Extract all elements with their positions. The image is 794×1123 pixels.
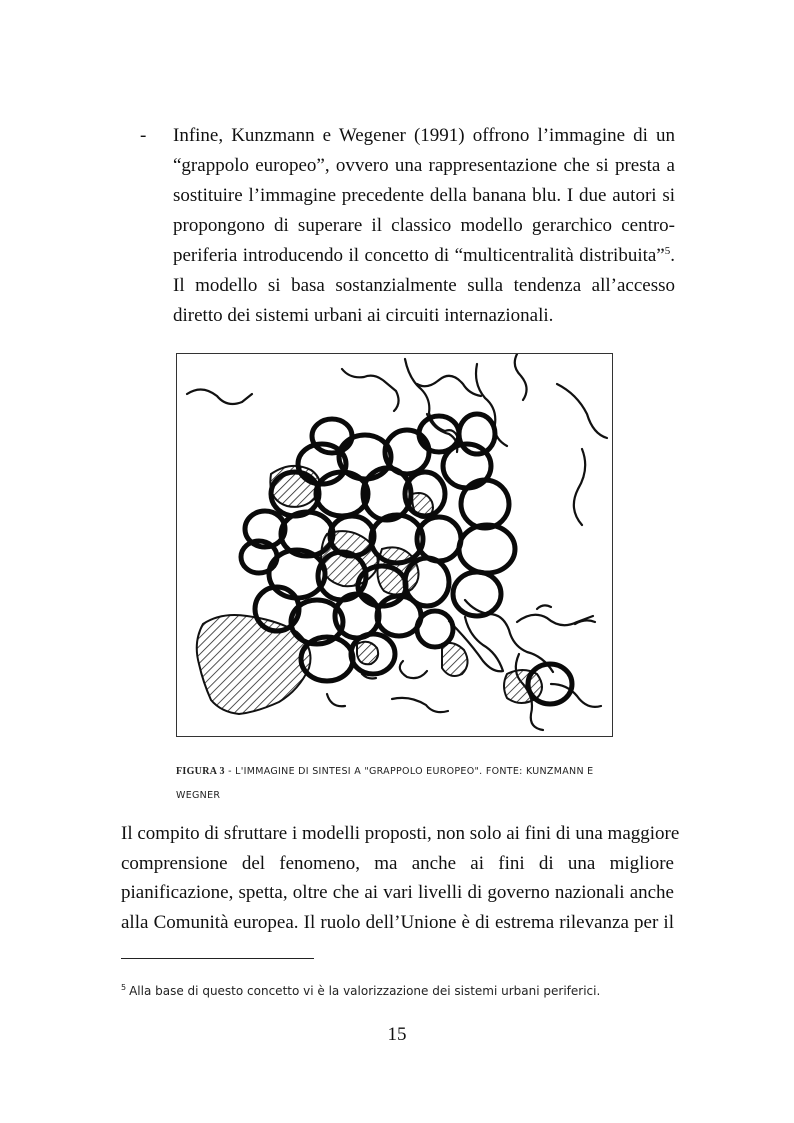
figure-caption [176, 760, 621, 808]
footnote-divider [121, 958, 314, 959]
bullet-text-main: Infine, Kunzmann e Wegener (1991) offrono l’immagine di un “grappolo europeo”, ovvero una rappresentazione che si presta a sostituire l’immagine precedente della banana blu. I due autori si propongono di superare il classico modello gerarchico centro-periferia introducendo il concetto di “multicentralità distribuita” [173, 125, 675, 266]
bullet-marker: - [140, 125, 147, 146]
page-number: 15 [387, 1024, 407, 1045]
europe-cluster-map [176, 353, 613, 737]
bullet-text-tail: . Il modello si basa sostanzialmente sulla tendenza all’accesso diretto dei sistemi urbani ai circuiti internazionali. [173, 245, 675, 326]
paragraph-line: pianificazione, spetta, oltre che ai vari livelli di governo nazionali anche [121, 882, 674, 903]
bullet-text [173, 121, 675, 331]
body-paragraph [121, 819, 680, 937]
europe-map-drawing [177, 354, 611, 735]
bullet-item [140, 121, 675, 331]
figure-caption-text: - L'IMMAGINE DI SINTESI A "GRAPPOLO EUROPEO". FONTE: KUNZMANN E WEGNER [176, 766, 594, 801]
footnote-number: 5 [121, 983, 127, 992]
paragraph-line: comprensione del fenomeno, ma anche ai fini di una migliore [121, 852, 674, 874]
footnote-text: Alla base di questo concetto vi è la valorizzazione dei sistemi urbani periferici. [129, 984, 601, 998]
paragraph-line: alla Comunità europea. Il ruolo dell’Unione è di estrema rilevanza per il [121, 911, 674, 933]
footnote [121, 983, 600, 998]
footnote-reference[interactable]: 5 [664, 245, 671, 257]
paragraph-line: Il compito di sfruttare i modelli proposti, non solo ai fini di una maggiore [121, 823, 680, 844]
hatched-regions [197, 466, 542, 714]
figure-caption-label: FIGURA 3 [176, 766, 225, 777]
